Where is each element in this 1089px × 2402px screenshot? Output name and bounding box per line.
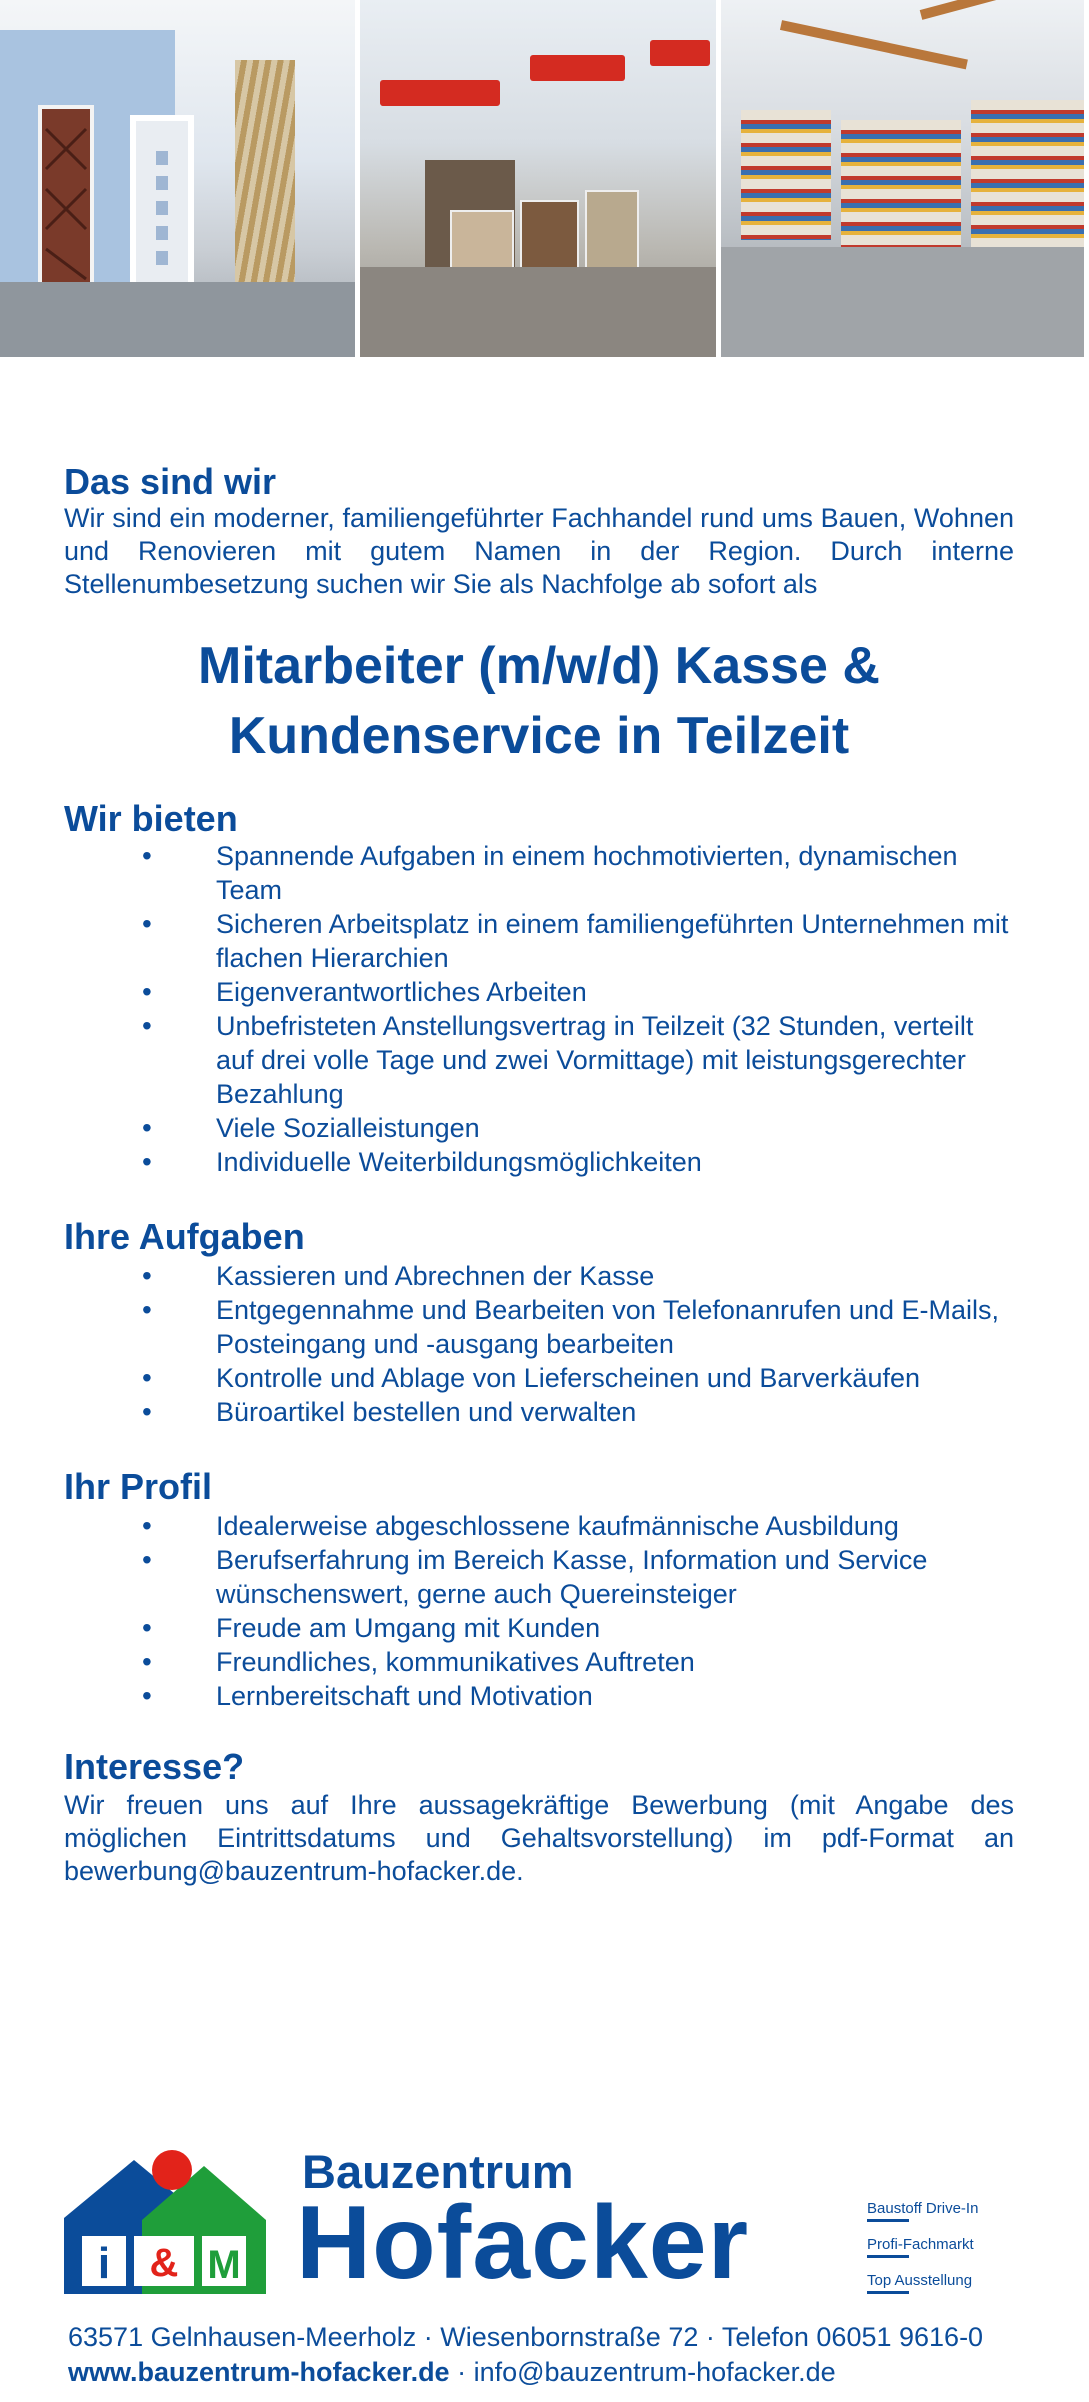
list-item: • Büroartikel bestellen und verwalten: [64, 1395, 1014, 1429]
intro-heading: Das sind wir: [64, 461, 277, 502]
svg-text:M: M: [207, 2243, 241, 2287]
tasks-heading: Ihre Aufgaben: [64, 1216, 305, 1257]
company-logo: [64, 2145, 1014, 2301]
job-title: [64, 631, 1014, 771]
company-address: 63571 Gelnhausen-Meerholz · Wiesenbornstraße 72 · Telefon 06051 9616-0: [68, 2322, 984, 2352]
website-link[interactable]: www.bauzentrum-hofacker.de: [68, 2357, 450, 2387]
profile-section: [64, 1467, 1014, 1713]
list-item: • Berufserfahrung im Bereich Kasse, Information und Service wünschenswert, gerne auch Quereinsteiger: [64, 1543, 1014, 1611]
list-item: • Idealerweise abgeschlossene kaufmännische Ausbildung: [64, 1509, 1014, 1543]
photo-showroom-doors: [0, 0, 355, 357]
photo-showroom-tiles: [360, 0, 716, 357]
list-item: • Kontrolle und Ablage von Lieferscheinen und Barverkäufen: [64, 1361, 1014, 1395]
interest-section: [64, 1747, 1014, 1888]
photo-store-aisles: [721, 0, 1084, 357]
list-item: • Entgegennahme und Bearbeiten von Telefonanrufen und E-Mails, Posteingang und -ausgang bearbeiten: [64, 1293, 1014, 1361]
list-item: • Kassieren und Abrechnen der Kasse: [64, 1259, 1014, 1293]
list-item: • Eigenverantwortliches Arbeiten: [64, 975, 1014, 1009]
intro-text: Wir sind ein moderner, familiengeführter Fachhandel rund ums Bauen, Wohnen und Renovieren mit gutem Namen in der Region. Durch interne Stellenumbesetzung suchen wir Sie als Nachfolge ab sofort als: [64, 503, 1014, 599]
tasks-section: [64, 1217, 1014, 1429]
service-tags: [867, 2200, 987, 2308]
service-tag: Profi-Fachmarkt: [867, 2236, 909, 2258]
job-ad-content: [64, 462, 1014, 1888]
svg-text:i: i: [97, 2239, 111, 2288]
profile-list: [64, 1509, 1014, 1713]
profile-heading: Ihr Profil: [64, 1466, 213, 1507]
interest-text: Wir freuen uns auf Ihre aussagekräftige Bewerbung (mit Angabe des möglichen Eintrittsdatums und Gehaltsvorstellung) im pdf-Format an bewerbung@bauzentrum-hofacker.de.: [64, 1790, 1014, 1886]
offer-section: [64, 799, 1014, 1179]
list-item: • Freundliches, kommunikatives Auftreten: [64, 1645, 1014, 1679]
offer-list: [64, 839, 1014, 1179]
list-item: • Unbefristeten Anstellungsvertrag in Teilzeit (32 Stunden, verteilt auf drei volle Tage und zwei Vormittage) mit leistungsgerechter Bezahlung: [64, 1009, 1014, 1111]
interest-heading: Interesse?: [64, 1746, 245, 1787]
list-item: • Sicheren Arbeitsplatz in einem familiengeführten Unternehmen mit flachen Hierarchien: [64, 907, 1014, 975]
house-logo-icon: [64, 2148, 269, 2296]
list-item: • Freude am Umgang mit Kunden: [64, 1611, 1014, 1645]
email-link[interactable]: info@bauzentrum-hofacker.de: [473, 2357, 836, 2387]
contact-line: [68, 2357, 836, 2388]
list-item: • Spannende Aufgaben in einem hochmotivierten, dynamischen Team: [64, 839, 1014, 907]
list-item: • Lernbereitschaft und Motivation: [64, 1679, 1014, 1713]
offer-heading: Wir bieten: [64, 798, 238, 839]
tasks-list: [64, 1259, 1014, 1429]
service-tag: Top Ausstellung: [867, 2272, 909, 2294]
service-tag: Baustoff Drive-In: [867, 2200, 909, 2222]
list-item: • Viele Sozialleistungen: [64, 1111, 1014, 1145]
svg-text:&: &: [149, 2241, 179, 2285]
brand-name-line2: Hofacker: [296, 2185, 750, 2301]
separator: ·: [449, 2357, 474, 2387]
job-title-line2: Kundenservice in Teilzeit: [228, 707, 850, 765]
list-item: • Individuelle Weiterbildungsmöglichkeiten: [64, 1145, 1014, 1179]
job-title-line1: Mitarbeiter (m/w/d) Kasse &: [198, 637, 880, 695]
header-photo-strip: [0, 0, 1089, 357]
brand-name-line1: Bauzentrum: [302, 2145, 574, 2198]
